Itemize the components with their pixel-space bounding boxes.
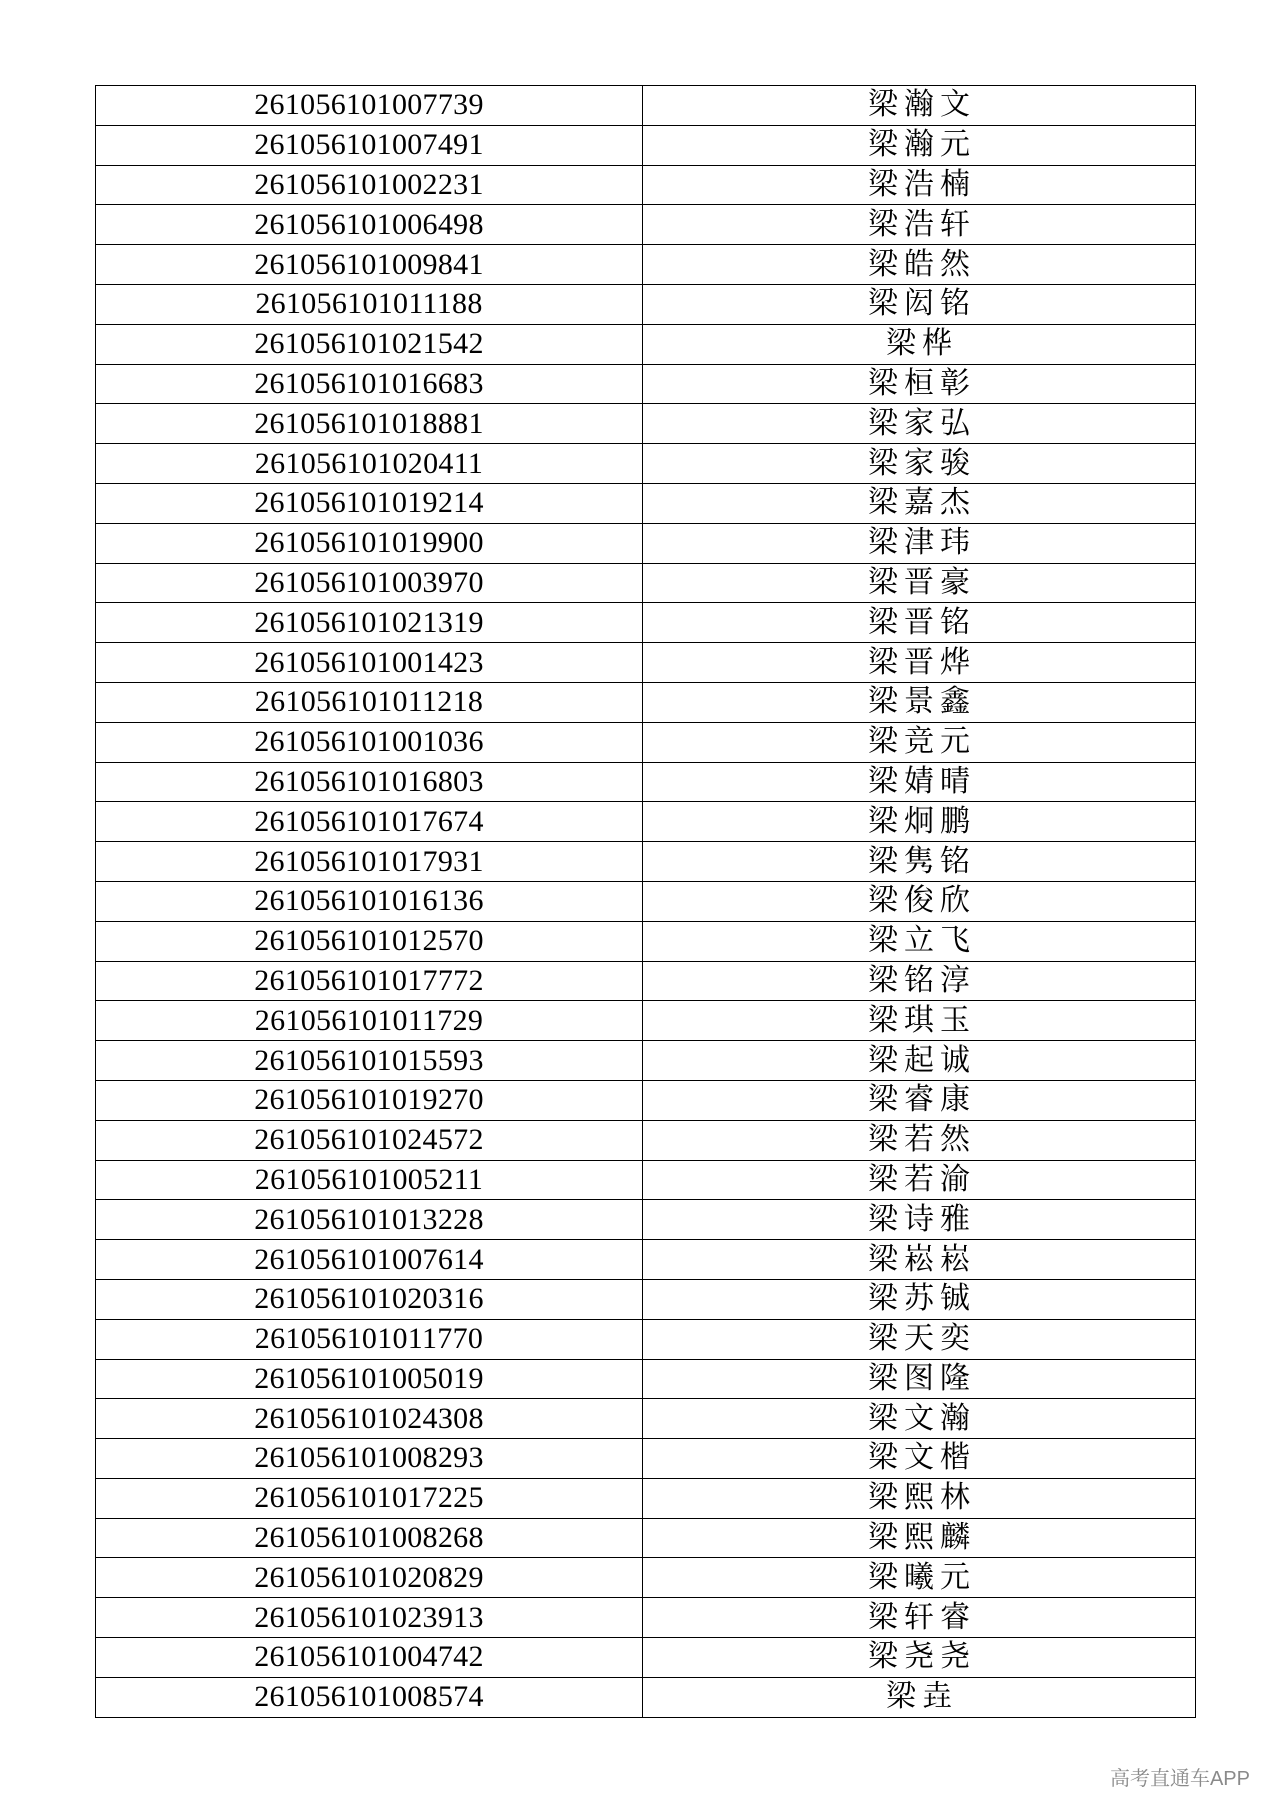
table-row [96,245,1196,285]
exam-id-cell: 261056101024308 [96,1399,643,1439]
exam-id-cell: 261056101016803 [96,762,643,802]
exam-id-cell: 261056101018881 [96,404,643,444]
student-name-cell: 梁天奕 [643,1319,1196,1359]
table-row [96,284,1196,324]
table-row [96,1558,1196,1598]
exam-id-cell: 261056101007614 [96,1240,643,1280]
student-name-cell: 梁轩睿 [643,1598,1196,1638]
table-row [96,364,1196,404]
table-row [96,1080,1196,1120]
table-row [96,802,1196,842]
table-row [96,1319,1196,1359]
student-name-cell: 梁炯鹏 [643,802,1196,842]
student-name-cell: 梁桓彰 [643,364,1196,404]
student-name-cell: 梁文瀚 [643,1399,1196,1439]
table-row [96,1359,1196,1399]
table-row [96,404,1196,444]
student-name-cell: 梁浩轩 [643,205,1196,245]
exam-id-cell: 261056101017674 [96,802,643,842]
exam-id-cell: 261056101013228 [96,1200,643,1240]
exam-id-cell: 261056101007739 [96,86,643,126]
student-name-cell: 梁津玮 [643,523,1196,563]
student-name-cell: 梁立飞 [643,921,1196,961]
table-row [96,881,1196,921]
student-name-cell: 梁若渝 [643,1160,1196,1200]
table-row [96,643,1196,683]
exam-id-cell: 261056101011770 [96,1319,643,1359]
exam-id-cell: 261056101017931 [96,842,643,882]
table-row [96,86,1196,126]
student-name-cell: 梁尧尧 [643,1638,1196,1678]
student-name-cell: 梁琪玉 [643,1001,1196,1041]
exam-id-cell: 261056101001423 [96,643,643,683]
exam-id-cell: 261056101009841 [96,245,643,285]
table-row [96,1677,1196,1717]
student-name-cell: 梁隽铭 [643,842,1196,882]
table-row [96,842,1196,882]
table-row [96,722,1196,762]
table-row [96,1518,1196,1558]
table-row [96,165,1196,205]
exam-id-cell: 261056101007491 [96,125,643,165]
exam-id-cell: 261056101005211 [96,1160,643,1200]
student-name-cell: 梁嘉杰 [643,483,1196,523]
student-name-cell: 梁晋铭 [643,603,1196,643]
student-name-cell: 梁家骏 [643,444,1196,484]
exam-id-cell: 261056101011188 [96,284,643,324]
exam-id-cell: 261056101020316 [96,1279,643,1319]
student-name-cell: 梁竞元 [643,722,1196,762]
table-row [96,603,1196,643]
table-row [96,1399,1196,1439]
student-name-cell: 梁曦元 [643,1558,1196,1598]
exam-id-cell: 261056101002231 [96,165,643,205]
exam-id-cell: 261056101015593 [96,1041,643,1081]
student-name-cell: 梁家弘 [643,404,1196,444]
table-row [96,1478,1196,1518]
table-row [96,1439,1196,1479]
student-name-cell: 梁苏铖 [643,1279,1196,1319]
student-name-cell: 梁铭淳 [643,961,1196,1001]
exam-id-cell: 261056101008268 [96,1518,643,1558]
student-name-cell: 梁闳铭 [643,284,1196,324]
student-name-cell: 梁熙林 [643,1478,1196,1518]
exam-id-cell: 261056101008574 [96,1677,643,1717]
exam-id-cell: 261056101001036 [96,722,643,762]
student-name-cell: 梁瀚元 [643,125,1196,165]
student-name-cell: 梁瀚文 [643,86,1196,126]
student-name-cell: 梁熙麟 [643,1518,1196,1558]
table-row [96,682,1196,722]
exam-id-cell: 261056101011218 [96,682,643,722]
student-name-cell: 梁图隆 [643,1359,1196,1399]
exam-id-cell: 261056101023913 [96,1598,643,1638]
student-name-cell: 梁垚 [643,1677,1196,1717]
exam-id-cell: 261056101020411 [96,444,643,484]
table-row [96,1160,1196,1200]
student-name-cell: 梁若然 [643,1120,1196,1160]
table-row [96,1598,1196,1638]
watermark-text: 高考直通车APP [1109,1768,1250,1790]
student-name-cell: 梁晋烨 [643,643,1196,683]
table-row [96,1279,1196,1319]
exam-id-cell: 261056101016683 [96,364,643,404]
student-name-cell: 梁文楷 [643,1439,1196,1479]
student-name-cell: 梁婧晴 [643,762,1196,802]
table-row [96,324,1196,364]
exam-id-cell: 261056101006498 [96,205,643,245]
student-name-cell: 梁晋豪 [643,563,1196,603]
student-name-cell: 梁起诚 [643,1041,1196,1081]
table-row [96,563,1196,603]
exam-id-cell: 261056101011729 [96,1001,643,1041]
table-row [96,1200,1196,1240]
exam-id-cell: 261056101012570 [96,921,643,961]
exam-id-cell: 261056101019270 [96,1080,643,1120]
exam-id-cell: 261056101020829 [96,1558,643,1598]
table-row [96,1001,1196,1041]
exam-id-cell: 261056101008293 [96,1439,643,1479]
table-row [96,483,1196,523]
student-name-cell: 梁景鑫 [643,682,1196,722]
student-name-cell: 梁皓然 [643,245,1196,285]
exam-id-cell: 261056101021319 [96,603,643,643]
student-name-cell: 梁睿康 [643,1080,1196,1120]
student-name-cell: 梁俊欣 [643,881,1196,921]
student-name-cell: 梁桦 [643,324,1196,364]
exam-id-cell: 261056101004742 [96,1638,643,1678]
exam-id-cell: 261056101021542 [96,324,643,364]
table-row [96,921,1196,961]
student-name-cell: 梁浩楠 [643,165,1196,205]
exam-id-cell: 261056101005019 [96,1359,643,1399]
table-row [96,523,1196,563]
table-row [96,961,1196,1001]
table-row [96,125,1196,165]
student-name-cell: 梁诗雅 [643,1200,1196,1240]
table-row [96,1120,1196,1160]
exam-id-cell: 261056101024572 [96,1120,643,1160]
table-row [96,1638,1196,1678]
roster-table [95,85,1196,1718]
table-row [96,1240,1196,1280]
student-name-cell: 梁崧崧 [643,1240,1196,1280]
table-row [96,205,1196,245]
roster-table-body [96,86,1196,1718]
exam-id-cell: 261056101017225 [96,1478,643,1518]
exam-id-cell: 261056101017772 [96,961,643,1001]
exam-id-cell: 261056101003970 [96,563,643,603]
exam-id-cell: 261056101016136 [96,881,643,921]
exam-id-cell: 261056101019214 [96,483,643,523]
exam-id-cell: 261056101019900 [96,523,643,563]
table-row [96,762,1196,802]
table-row [96,444,1196,484]
table-row [96,1041,1196,1081]
